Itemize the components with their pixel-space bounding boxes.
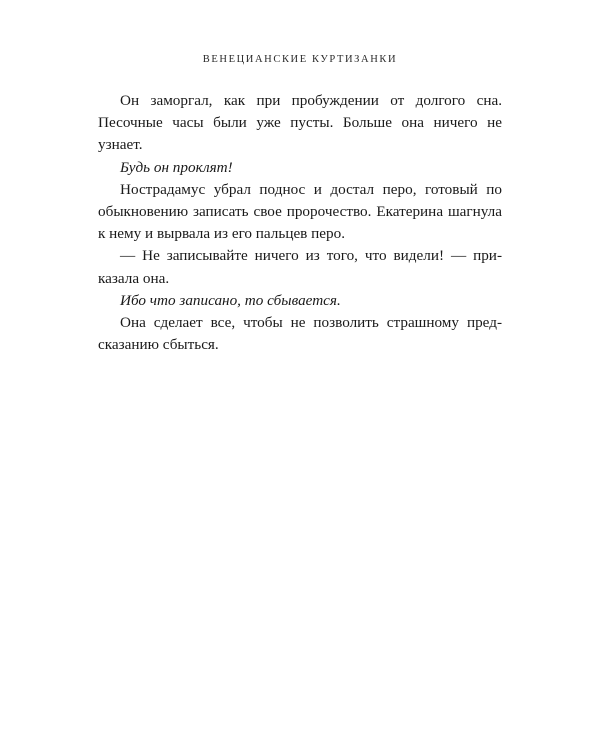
body-text (98, 90, 502, 356)
paragraph-italic: Ибо что записано, то сбывается. (120, 291, 341, 309)
paragraph-italic: Будь он проклят! (120, 158, 233, 176)
dialogue-paragraph: — Не записывайте ничего из того, что видели! — приказала она. (98, 247, 502, 287)
paragraph: Нострадамус убрал поднос и достал перо, готовый по обыкновению записать свое пророчество. Екатерина шагнула к нему и вырвала из его пальцев перо. (98, 180, 502, 243)
paragraph: Она сделает все, чтобы не позволить страшному предсказанию сбыться. (98, 314, 502, 354)
running-header: ВЕНЕЦИАНСКИЕ КУРТИЗАНКИ (202, 54, 398, 65)
paragraph: Он заморгал, как при пробуждении от долгого сна. Песочные часы были уже пусты. Больше она ничего не узнает. (98, 92, 502, 154)
